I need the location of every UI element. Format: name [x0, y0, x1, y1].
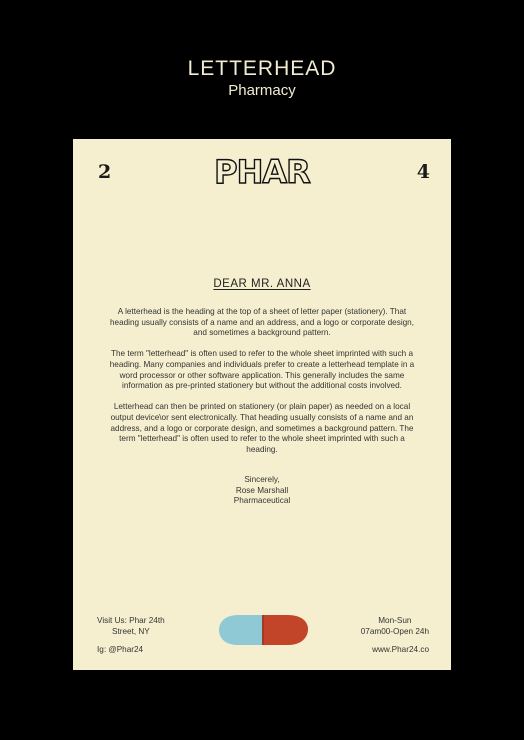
pill-capsule-icon — [218, 612, 310, 648]
body-paragraph: A letterhead is the heading at the top of a sheet of letter paper (stationery). That heading usually consists of a name and an address, and a logo or corporate design, and sometimes a background pattern. — [109, 307, 415, 338]
footer-address — [97, 616, 165, 637]
page-title: LETTERHEAD — [187, 57, 337, 80]
signature-block — [73, 475, 451, 507]
page-subtitle: Pharmacy — [228, 82, 296, 99]
hours-line: Mon-Sun — [378, 616, 412, 625]
address-line: Street, NY — [112, 626, 150, 636]
closing: Sincerely, — [244, 475, 280, 484]
salutation: DEAR MR. ANNA — [213, 278, 311, 290]
hours-line: 07am00-Open 24h — [360, 626, 429, 636]
number-right: 4 — [416, 161, 430, 183]
letter-sheet — [73, 139, 451, 670]
signer-title: Pharmaceutical — [233, 496, 291, 506]
body-paragraph: Letterhead can then be printed on stationery (or plain paper) as needed on a local output device\or sent electronically. That heading usually consists of a name and an address, and a logo or corporate design, and sometimes a background pattern. The term "letterhead" is often used to refer to the whole sheet imprinted with such a heading. — [110, 402, 414, 454]
brand-logo: PHAR — [214, 153, 310, 191]
footer-hours — [361, 616, 429, 637]
letter-body — [107, 307, 417, 466]
number-left: 2 — [98, 161, 112, 183]
body-paragraph: The term "letterhead" is often used to refer to the whole sheet imprinted with such a heading. Many companies and individuals prefer to create a letterhead template in a word processor or other software application. This generally includes the same information as pre-printed stationery but without the additional costs involved. — [109, 349, 415, 391]
address-line: Visit Us: Phar 24th — [97, 616, 165, 625]
footer-website: www.Phar24.co — [372, 645, 429, 654]
footer-instagram: Ig: @Phar24 — [97, 645, 144, 654]
signer-name: Rose Marshall — [235, 485, 289, 495]
